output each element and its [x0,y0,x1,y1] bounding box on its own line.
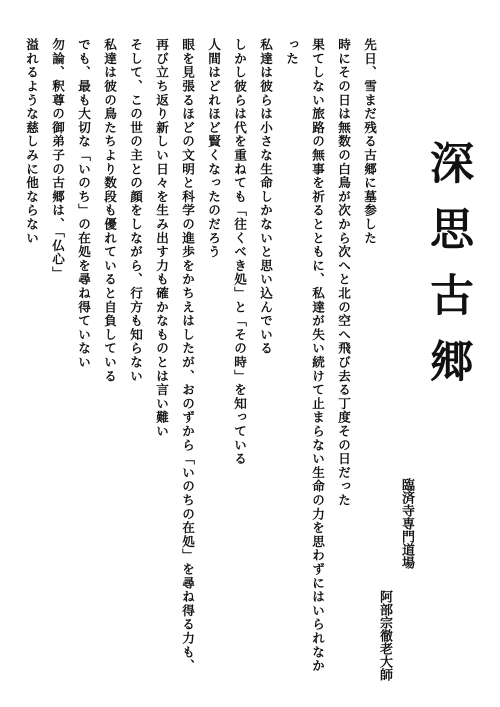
body-line: でも、最も大切な「いのち」の在処を尋ね得ていない [76,38,91,370]
body-line: 時にその日は無数の白鳥が次から次へと北の空へ飛び去る丁度その日だった [336,38,351,508]
page-title: 深思古郷 [422,140,473,404]
body-text [24,38,382,678]
body-line: 眼を見張るほどの文明と科学の進歩をかちえはしたが、おのずから「いのちの在処」を尋ね得る力も、 [180,38,195,673]
body-line: 人間はどれほど賢くなったのだろう [206,38,221,259]
body-line: 先日、雪まだ残る古郷に墓参した [362,38,377,245]
body-line: 果てしない旅路の無事を祈るとともに、私達が失い続けて止まらない生命の力を思わずにはいられなかった [284,38,325,673]
body-line: 私達は彼らは小さな生命しかないと思い込んでいる [258,38,273,356]
author-credit [400,478,413,569]
body-line: 再び立ち返り新しい日々を生み出す力も確かなものとは言い難い [154,38,169,439]
body-line: しかし彼らは代を重ねても「往くべき処」と「その時」を知っている [232,38,247,466]
body-line: 勿論、釈尊の御弟子の古郷は、「仏心」 [50,38,65,281]
body-line: そして、この世の主との顔をしながら、行方も知らない [128,38,143,383]
body-line: 溢れるような慈しみに他ならない [24,38,39,245]
body-line: 私達は彼の鳥たちより数段も優れていると自負している [102,38,117,383]
author-name: 阿部宗徹老大師 [377,590,392,681]
author-place: 臨済寺専門道場 [399,478,414,569]
